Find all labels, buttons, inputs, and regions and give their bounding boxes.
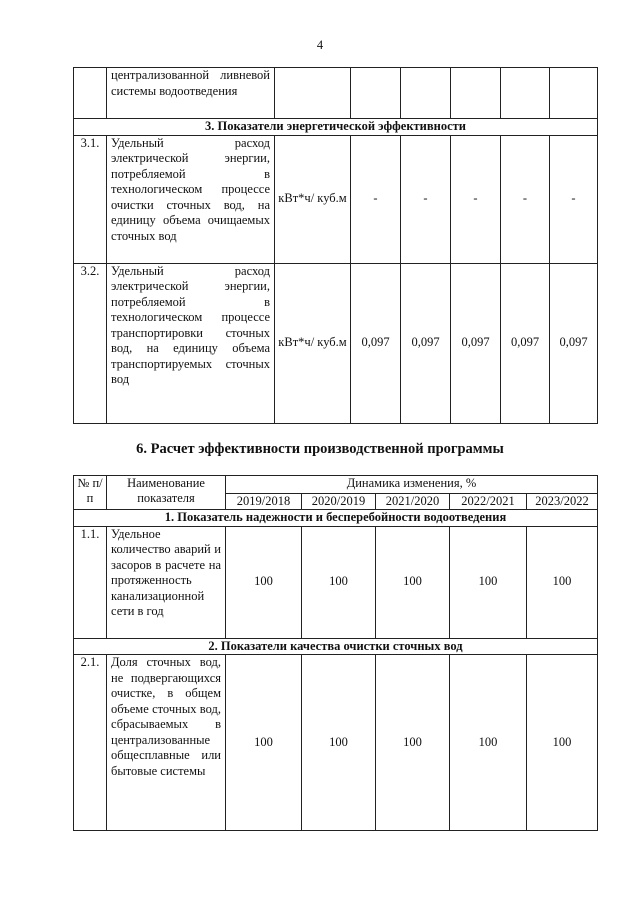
- row-number: 1.1.: [74, 526, 107, 638]
- section-heading: 6. Расчет эффективности производственной программы: [136, 441, 504, 457]
- header-year: 2022/2021: [450, 494, 527, 510]
- value-cell: [451, 68, 501, 119]
- value-cell: 0,097: [501, 263, 550, 423]
- row-number-cell: [74, 68, 107, 119]
- header-name: Наименование показателя: [107, 476, 226, 510]
- value-cell: 100: [527, 526, 598, 638]
- value-cell: -: [451, 135, 501, 263]
- table-row: [74, 135, 598, 263]
- row-number: 3.2.: [74, 263, 107, 423]
- energy-efficiency-table: [73, 67, 598, 424]
- value-cell: -: [550, 135, 598, 263]
- row-description: Удельное количество аварий и засоров в расчете на протяженность канализационной сети в год: [107, 526, 226, 638]
- section-title: 3. Показатели энергетической эффективности: [74, 119, 598, 136]
- section-title: 1. Показатель надежности и бесперебойности водоотведения: [74, 510, 598, 527]
- table-row: [74, 526, 598, 638]
- value-cell: [550, 68, 598, 119]
- header-year: 2023/2022: [527, 494, 598, 510]
- header-dynamics: Динамика изменения, %: [226, 476, 598, 494]
- unit-cell: кВт*ч/ куб.м: [275, 135, 351, 263]
- efficiency-calculation-table: [73, 475, 598, 831]
- value-cell: 100: [302, 526, 376, 638]
- row-description: Удельный расход электрической энергии, потребляемой в технологическом процессе очистки сточных вод, на единицу объема очищаемых сточных вод: [107, 135, 275, 263]
- table-row: [74, 263, 598, 423]
- row-number: 3.1.: [74, 135, 107, 263]
- header-year: 2019/2018: [226, 494, 302, 510]
- value-cell: 100: [376, 526, 450, 638]
- value-cell: 0,097: [550, 263, 598, 423]
- value-cell: [401, 68, 451, 119]
- value-cell: 100: [450, 526, 527, 638]
- value-cell: 0,097: [451, 263, 501, 423]
- section-row: [74, 119, 598, 136]
- value-cell: 0,097: [351, 263, 401, 423]
- value-cell: [351, 68, 401, 119]
- section-row: [74, 510, 598, 527]
- value-cell: 100: [226, 526, 302, 638]
- value-cell: 100: [302, 655, 376, 831]
- value-cell: 100: [376, 655, 450, 831]
- section-title: 2. Показатели качества очистки сточных вод: [74, 638, 598, 655]
- value-cell: 0,097: [401, 263, 451, 423]
- header-year: 2021/2020: [376, 494, 450, 510]
- value-cell: 100: [450, 655, 527, 831]
- header-year: 2020/2019: [302, 494, 376, 510]
- row-number: 2.1.: [74, 655, 107, 831]
- row-description: Доля сточных вод, не подвергающихся очистке, в общем объеме сточных вод, сбрасываемых в централизованные общесплавные или бытовые системы: [107, 655, 226, 831]
- value-cell: [501, 68, 550, 119]
- value-cell: -: [401, 135, 451, 263]
- table-row: [74, 655, 598, 831]
- section-row: [74, 638, 598, 655]
- header-number: № п/п: [74, 476, 107, 510]
- row-description: Удельный расход электрической энергии, потребляемой в технологическом процессе транспортировки сточных вод, на единицу объема транспортируемых сточных вод: [107, 263, 275, 423]
- value-cell: 100: [527, 655, 598, 831]
- value-cell: -: [351, 135, 401, 263]
- unit-cell: [275, 68, 351, 119]
- header-row: [74, 476, 598, 494]
- page-number: 4: [316, 38, 324, 52]
- value-cell: -: [501, 135, 550, 263]
- row-description: централизованной ливневой системы водоотведения: [107, 68, 275, 119]
- unit-cell: кВт*ч/ куб.м: [275, 263, 351, 423]
- value-cell: 100: [226, 655, 302, 831]
- continuation-row: [74, 68, 598, 119]
